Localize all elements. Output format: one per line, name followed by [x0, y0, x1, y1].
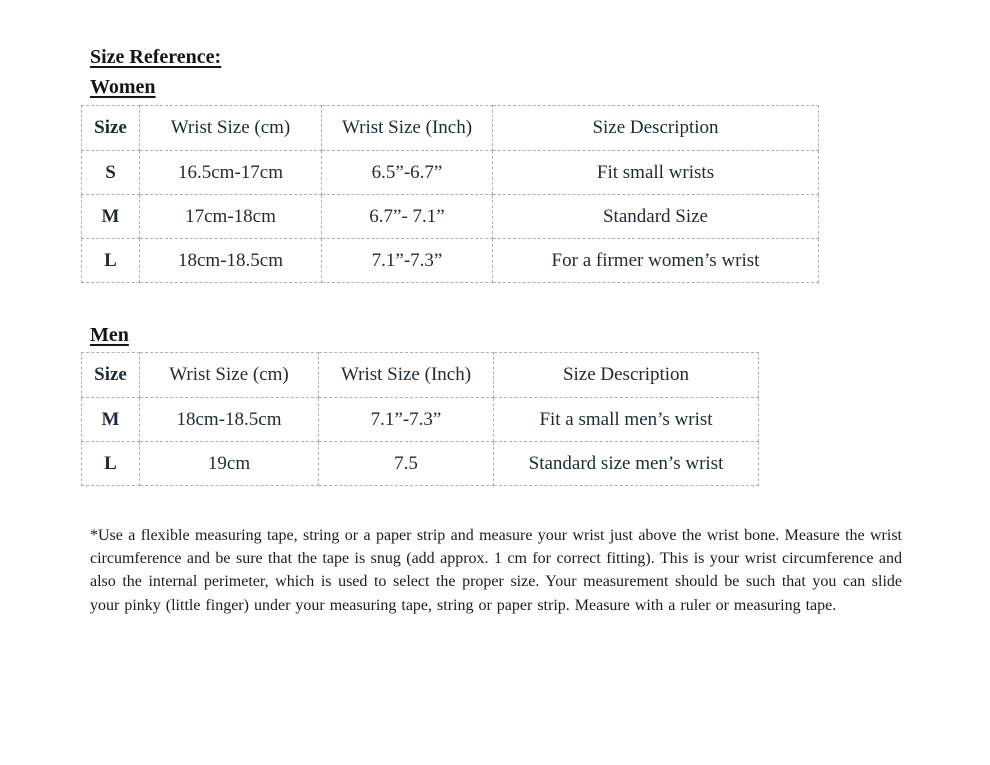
women-size-table: [81, 105, 819, 283]
table-cell: Fit a small men’s wrist: [494, 398, 759, 442]
table-cell: 17cm-18cm: [140, 195, 322, 239]
table-cell: L: [82, 442, 140, 486]
table-row: [82, 442, 759, 486]
table-header-cell: Wrist Size (cm): [140, 106, 322, 151]
table-header-cell: Wrist Size (Inch): [319, 353, 494, 398]
table-cell: 7.5: [319, 442, 494, 486]
table-cell: Standard Size: [493, 195, 819, 239]
table-header-cell: Wrist Size (Inch): [322, 106, 493, 151]
table-cell: 6.7”- 7.1”: [322, 195, 493, 239]
table-header-cell: Wrist Size (cm): [140, 353, 319, 398]
page-title: Size Reference:: [90, 46, 222, 68]
table-cell: S: [82, 151, 140, 195]
table-row: [82, 239, 819, 283]
table-cell: 18cm-18.5cm: [140, 239, 322, 283]
table-cell: 19cm: [140, 442, 319, 486]
table-cell: M: [82, 398, 140, 442]
table-cell: 6.5”-6.7”: [322, 151, 493, 195]
men-size-table: [81, 352, 759, 486]
table-header-cell: Size: [82, 106, 140, 151]
table-cell: 18cm-18.5cm: [140, 398, 319, 442]
table-cell: Standard size men’s wrist: [494, 442, 759, 486]
table-row: [82, 398, 759, 442]
table-header-cell: Size Description: [494, 353, 759, 398]
table-header-row: [82, 106, 819, 151]
table-cell: For a firmer women’s wrist: [493, 239, 819, 283]
table-cell: L: [82, 239, 140, 283]
table-cell: 16.5cm-17cm: [140, 151, 322, 195]
table-header-cell: Size: [82, 353, 140, 398]
table-cell: 7.1”-7.3”: [319, 398, 494, 442]
table-row: [82, 151, 819, 195]
table-cell: Fit small wrists: [493, 151, 819, 195]
table-row: [82, 195, 819, 239]
table-cell: M: [82, 195, 140, 239]
table-header-cell: Size Description: [493, 106, 819, 151]
table-cell: 7.1”-7.3”: [322, 239, 493, 283]
women-section-heading: Women: [90, 76, 156, 98]
table-header-row: [82, 353, 759, 398]
measurement-instructions: *Use a flexible measuring tape, string or a paper strip and measure your wrist just above the wrist bone. Measure the wrist circumference and be sure that the tape is snug (add approx. 1 cm for correct fitting). This is your wrist circumference and also the internal perimeter, which is used to select the proper size. Your measurement should be such that you can slide your pinky (little finger) under your measuring tape, string or paper strip. Measure with a ruler or measuring tape.: [90, 527, 902, 614]
men-section-heading: Men: [90, 324, 129, 346]
